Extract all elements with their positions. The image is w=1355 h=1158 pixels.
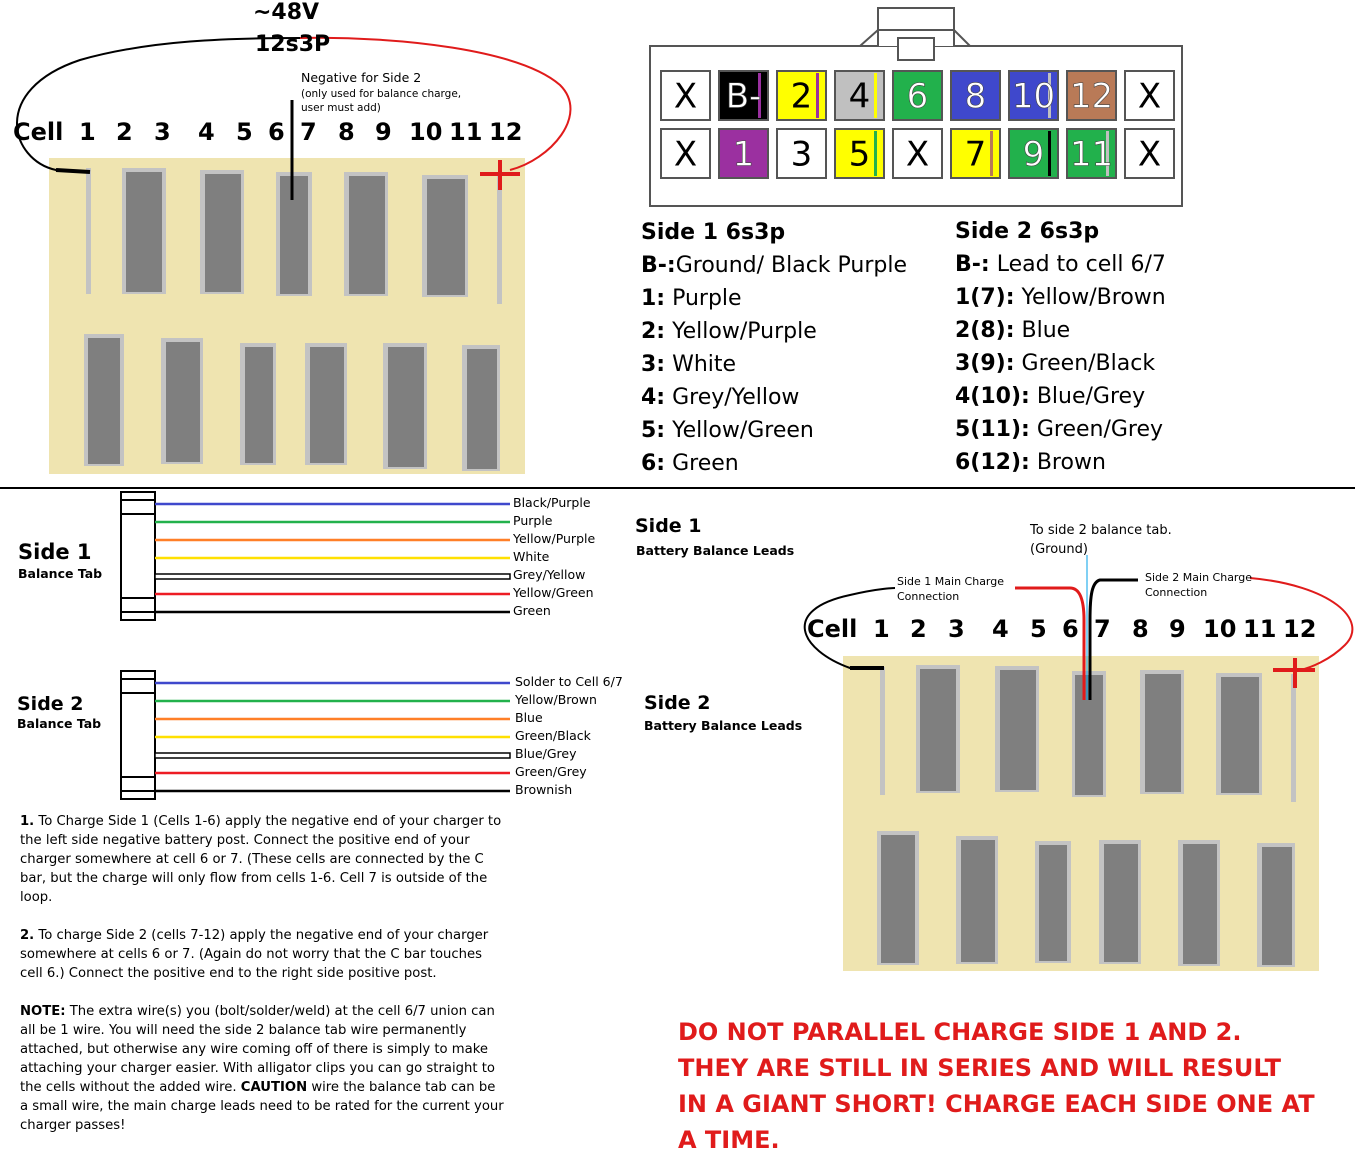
connector-top-pin-8: [951, 71, 1000, 120]
cell-number-7: 7: [300, 118, 317, 146]
side2-legend-row-2: 2(8): Blue: [955, 318, 1071, 343]
side2-legend-row-3: 3(9): Green/Black: [955, 351, 1156, 376]
wire-label: White: [513, 549, 550, 564]
connector-bottom-pin-5: [835, 129, 884, 178]
connector-top-pin-6: [893, 71, 942, 120]
cell-label-top: Cell: [13, 118, 64, 146]
pin-label: 4: [848, 76, 871, 117]
pin-label: 6: [906, 76, 929, 117]
connector-top-pin-x: [661, 71, 710, 120]
cell-number-2: 2: [910, 615, 927, 643]
wire-label: Yellow/Brown: [515, 692, 597, 707]
pin-label: 11: [1069, 134, 1114, 175]
pack-config: 12s3P: [255, 32, 331, 57]
pack-voltage: ~48V: [253, 0, 320, 25]
cell-number-9: 9: [375, 118, 392, 146]
wire-4: [155, 574, 510, 579]
side1-leads-subtitle: Battery Balance Leads: [636, 543, 795, 558]
cell-number-3: 3: [154, 118, 171, 146]
pin-label: 10: [1011, 76, 1056, 117]
pack-negative-wire-arc: [17, 38, 300, 172]
connector-top-pin-12: [1067, 71, 1116, 120]
pin-label: 3: [790, 134, 813, 175]
connector-top-pin-b-: [719, 71, 768, 120]
side2-legend-row-6: 6(12): Brown: [955, 450, 1106, 475]
cell-number-4: 4: [198, 118, 215, 146]
wire-label: Blue: [515, 710, 543, 725]
side2-balance-tab-plug: [121, 671, 155, 799]
side1-legend-row-6: 6: Green: [641, 451, 739, 476]
side2-legend-row-4: 4(10): Blue/Grey: [955, 384, 1146, 409]
connector-bottom-pin-7: [951, 129, 1000, 178]
side2-tab-subtitle: Balance Tab: [17, 716, 102, 731]
pin-label: 2: [790, 76, 813, 117]
side2-leads-subtitle: Battery Balance Leads: [644, 718, 803, 733]
wire-label: Brownish: [515, 782, 573, 797]
side1-main-line2: Connection: [897, 590, 960, 603]
side1-legend-row-4: 4: Grey/Yellow: [641, 385, 800, 410]
side2-legend-row-0: B-: Lead to cell 6/7: [955, 252, 1166, 277]
pin-label: X: [905, 134, 930, 175]
wire-4: [155, 753, 510, 758]
cell-number-5: 5: [236, 118, 253, 146]
side1-legend-row-1: 1: Purple: [641, 286, 742, 311]
connector-bottom-pin-11: [1067, 129, 1116, 178]
pin-label: X: [673, 134, 698, 175]
pin-label: X: [673, 76, 698, 117]
connector-bottom-pin-x: [1125, 129, 1174, 178]
pin-label: 8: [964, 76, 987, 117]
negative-note-line2: user must add): [301, 102, 381, 114]
wire-label: Purple: [513, 513, 553, 528]
side1-tab-title: Side 1: [18, 540, 92, 564]
pin-label: X: [1137, 76, 1162, 117]
ground-note-line2: (Ground): [1030, 542, 1088, 557]
connector-bottom-pin-x: [661, 129, 710, 178]
connector-bottom-pin-1: [719, 129, 768, 178]
pin-label: 5: [848, 134, 871, 175]
wire-label: Green/Black: [515, 728, 591, 743]
cell-number-4: 4: [992, 615, 1009, 643]
positive-post-top: [497, 176, 502, 304]
negative-note-title: Negative for Side 2: [301, 70, 422, 85]
ground-note-line1: To side 2 balance tab.: [1030, 523, 1172, 538]
cell-number-1: 1: [873, 615, 890, 643]
cell-number-2: 2: [116, 118, 133, 146]
side2-main-line1: Side 2 Main Charge: [1145, 571, 1253, 584]
side1-main-line1: Side 1 Main Charge: [897, 575, 1005, 588]
cell-number-9: 9: [1169, 615, 1186, 643]
instruction-note: NOTE: The extra wire(s) you (bolt/solder/weld) at the cell 6/7 union can all be 1 wire. You will need the side 2 balance tab wire permanently attached, but otherwise any wire coming off of there is simply to make attaching your charger easier. With alligator clips you can go straight to the cells without the added wire. CAUTION wire the balance tab can be a small wire, the main charge leads need to be rated for the current your charger passes!: [20, 1004, 504, 1133]
instructions: [20, 812, 505, 1154]
wire-label: Green/Grey: [515, 764, 587, 779]
wire-label: Green: [513, 603, 551, 618]
cell-number-3: 3: [948, 615, 965, 643]
connector-top-pin-x: [1125, 71, 1174, 120]
side2-leads-title: Side 2: [644, 692, 711, 714]
cell-number-11: 11: [1243, 615, 1277, 643]
side2-main-line2: Connection: [1145, 586, 1208, 599]
cell-number-8: 8: [1132, 615, 1149, 643]
wire-label: Yellow/Green: [513, 585, 594, 600]
side1-legend-row-3: 3: White: [641, 352, 737, 377]
pin-label: 12: [1069, 76, 1114, 117]
positive-post-bottom: [1291, 674, 1296, 802]
side1-leads-title: Side 1: [635, 515, 702, 537]
connector-bottom-pin-3: [777, 129, 826, 178]
connector-bottom-pin-9: [1009, 129, 1058, 178]
instruction-2: 2. To charge Side 2 (cells 7-12) apply the negative end of your charger somewhere at cells 6 or 7. (Again do not worry that the C bar touches cell 6.) Connect the positive end to the right side positive post.: [20, 928, 489, 981]
wire-label: Blue/Grey: [515, 746, 577, 761]
connector-bottom-pin-x: [893, 129, 942, 178]
cell-number-12: 12: [489, 118, 523, 146]
negative-note-line1: (only used for balance charge,: [301, 88, 462, 100]
connector-top-pin-10: [1009, 71, 1058, 120]
side1-balance-tab-plug: [121, 492, 155, 620]
negative-post-top: [86, 168, 91, 294]
cell-number-10: 10: [1203, 615, 1237, 643]
cell-label-bottom: Cell: [807, 615, 858, 643]
side1-legend-row-2: 2: Yellow/Purple: [641, 319, 817, 344]
side1-tab-subtitle: Balance Tab: [18, 566, 103, 581]
wire-label: Grey/Yellow: [513, 567, 586, 582]
side2-legend-row-5: 5(11): Green/Grey: [955, 417, 1164, 442]
cell-number-12: 12: [1283, 615, 1317, 643]
cell-number-6: 6: [268, 118, 285, 146]
cell-number-10: 10: [409, 118, 443, 146]
warning-text: DO NOT PARALLEL CHARGE SIDE 1 AND 2. THEY ARE STILL IN SERIES AND WILL RESULT IN A GIANT SHORT! CHARGE EACH SIDE ONE AT A TIME.: [678, 1018, 1315, 1154]
wire-label: Solder to Cell 6/7: [515, 674, 623, 689]
pin-label: 1: [732, 134, 755, 175]
cell-number-8: 8: [338, 118, 355, 146]
cell-number-6: 6: [1062, 615, 1079, 643]
cell-number-7: 7: [1094, 615, 1111, 643]
wire-label: Yellow/Purple: [513, 531, 596, 546]
side1-legend-row-0: B-:Ground/ Black Purple: [641, 253, 908, 278]
pin-label: B-: [725, 76, 762, 117]
side1-legend-row-5: 5: Yellow/Green: [641, 418, 814, 443]
cell-number-11: 11: [449, 118, 483, 146]
side2-legend-row-1: 1(7): Yellow/Brown: [955, 285, 1166, 310]
wire-label: Black/Purple: [513, 495, 591, 510]
cell-number-5: 5: [1030, 615, 1047, 643]
pin-label: 9: [1022, 134, 1045, 175]
connector-top-pin-2: [777, 71, 826, 120]
pin-label: 7: [964, 134, 987, 175]
pin-label: X: [1137, 134, 1162, 175]
negative-post-bottom: [880, 667, 885, 795]
instruction-1: 1. To Charge Side 1 (Cells 1-6) apply the negative end of your charger to the left side negative battery post. Connect the positive end of your charger somewhere at cell 6 or 7. (These cells are connected by the C bar, but the charge will only flow from cells 1-6. Cell 7 is outside of the loop.: [20, 814, 502, 905]
connector-top-pin-4: [835, 71, 884, 120]
cell-number-1: 1: [79, 118, 96, 146]
side1-legend-title: Side 1 6s3p: [641, 220, 786, 245]
side2-legend-title: Side 2 6s3p: [955, 219, 1100, 244]
side2-tab-title: Side 2: [17, 693, 84, 715]
